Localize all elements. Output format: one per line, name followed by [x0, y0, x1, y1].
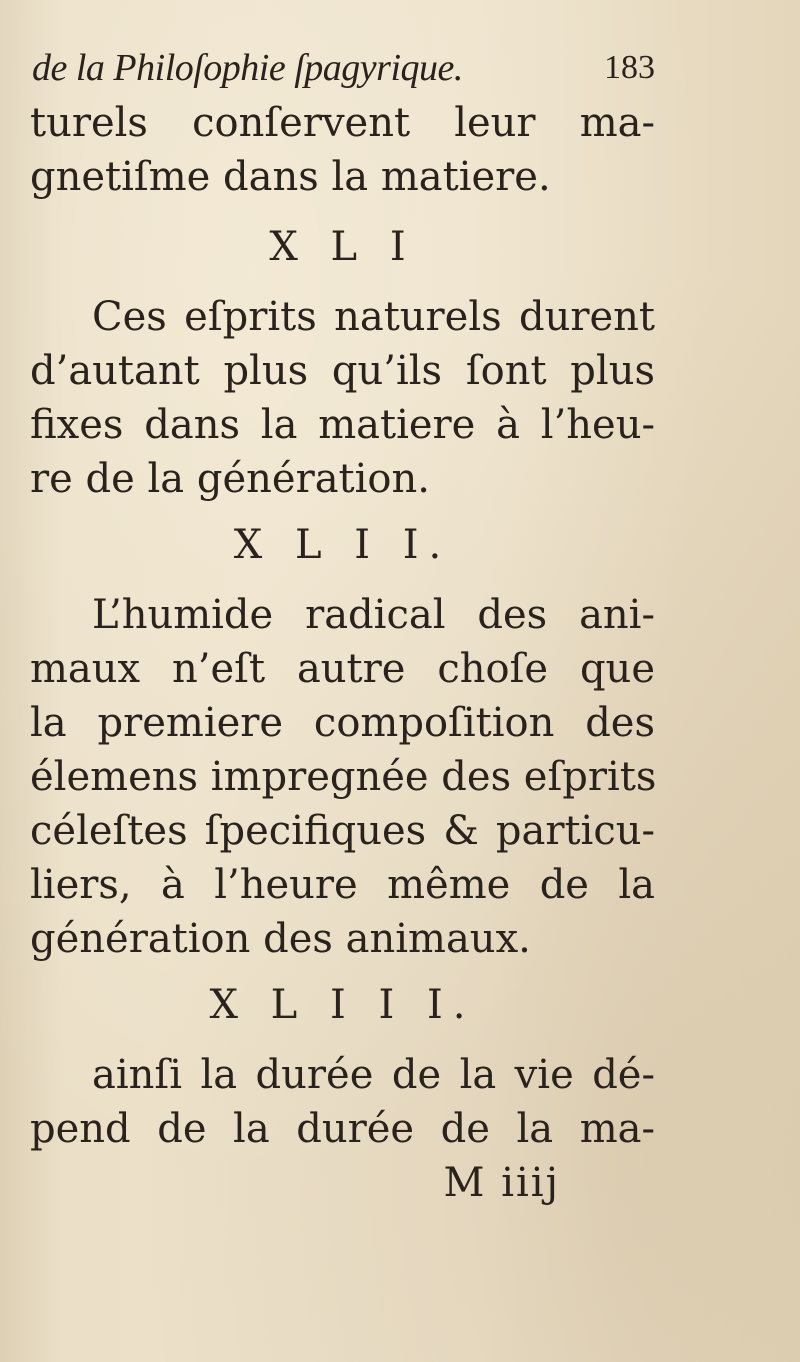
section-paragraph: [30, 588, 655, 966]
text-line: gnetiſme dans la matiere.: [30, 154, 551, 200]
signature-mark: M iiij: [443, 1160, 560, 1206]
section-numeral: X L I: [269, 224, 416, 270]
page-number: 183: [604, 49, 655, 86]
text-line: ainſi la durée de la vie dé-: [92, 1052, 655, 1098]
text-line: L’humide radical des ani-: [92, 592, 655, 638]
text-line: turels conſervent leur ma-: [30, 100, 655, 146]
section-paragraph: [30, 290, 655, 506]
continuation-paragraph: [30, 96, 655, 204]
text-line: Ces eſprits naturels durent: [92, 294, 655, 340]
text-line: élemens impregnée des eſprits: [30, 754, 657, 800]
text-line: génération des animaux.: [30, 916, 531, 962]
text-line: liers, à l’heure même de la: [30, 862, 655, 908]
section-numeral: X L I I I.: [209, 982, 476, 1028]
section-paragraph: [30, 1048, 655, 1156]
running-title: de la Philoſophie ſpagyrique.: [32, 47, 463, 89]
section-numeral: X L I I.: [233, 522, 452, 568]
text-line: d’autant plus qu’ils ſont plus: [30, 348, 655, 394]
text-line: fixes dans la matiere à l’heu-: [30, 402, 655, 448]
page-header: [30, 40, 655, 96]
text-block: [30, 40, 655, 1210]
text-line: re de la génération.: [30, 456, 430, 502]
text-line: céleſtes ſpecifiques & particu-: [30, 808, 655, 854]
text-line: maux n’eſt autre choſe que: [30, 646, 655, 692]
text-line: pend de la durée de la ma-: [30, 1106, 655, 1152]
text-line: la premiere compoſition des: [30, 700, 655, 746]
